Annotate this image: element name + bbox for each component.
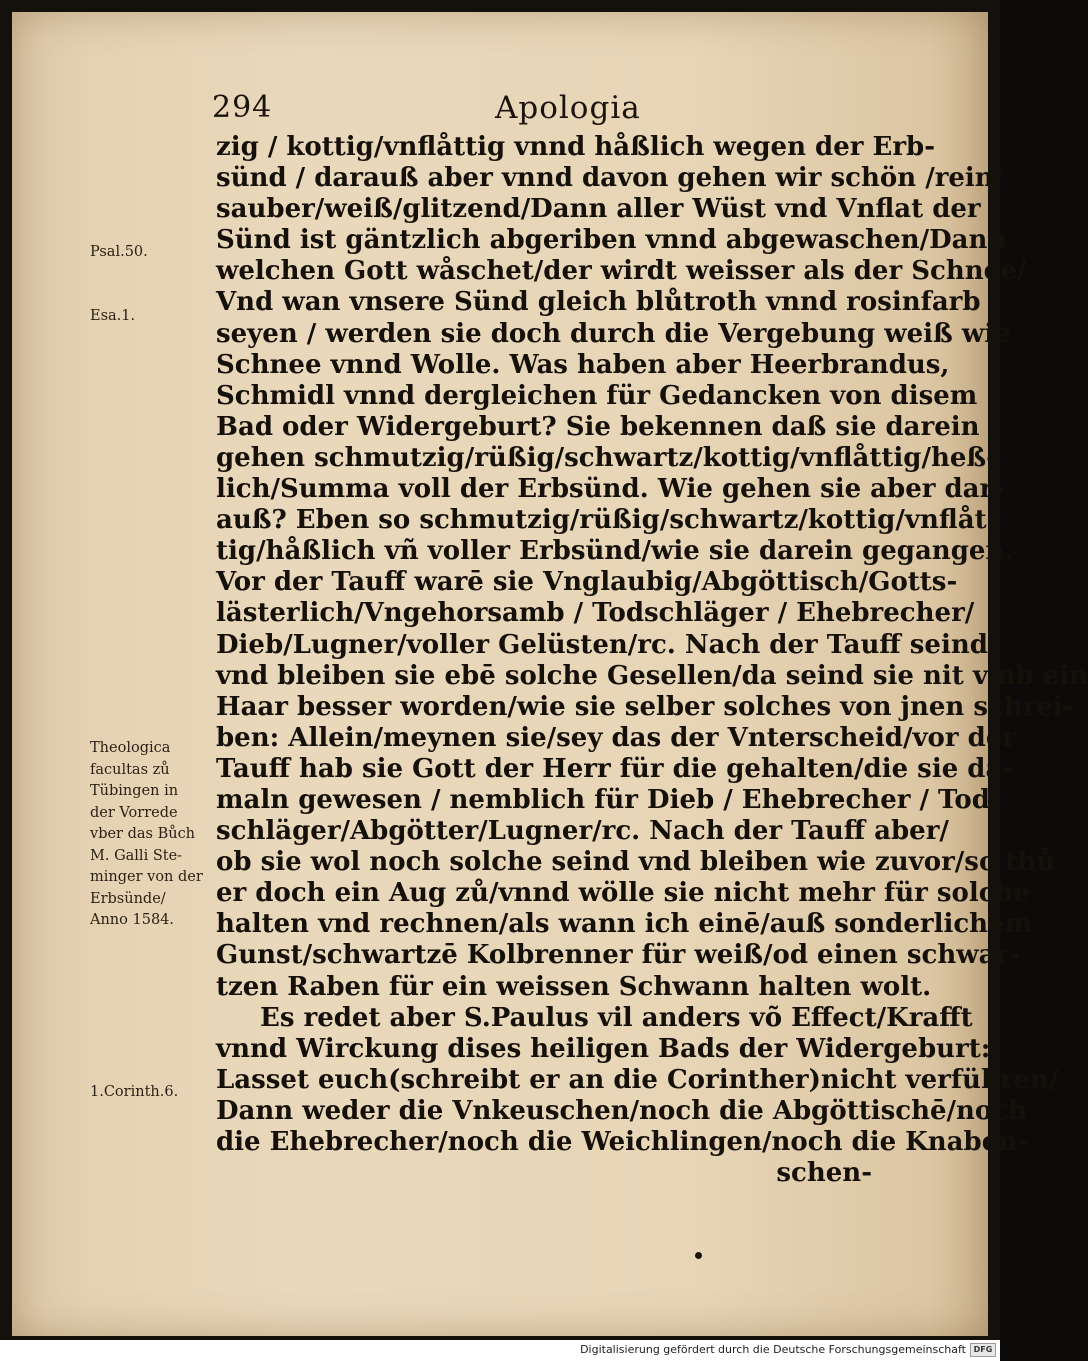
dfg-logo-icon: DFG [970,1343,996,1357]
text-line: halten vnd rechnen/als wann ich einē/auß sonderlichem [216,909,1033,940]
text-line: Schnee vnnd Wolle. Was haben aber Heerbrandus, [216,349,950,380]
text-line: tig/håßlich vñ voller Erbsünd/wie sie darein gegangen. [216,536,1014,567]
margin-note-line: facultas zů [90,761,170,778]
margin-note-psalm: Psal.50. [90,244,148,260]
text-line: sauber/weiß/glitzend/Dann aller Wüst vnd Vnflat der [216,194,981,225]
text-line: gehen schmutzig/rüßig/schwartz/kottig/vnflåttig/heß- [216,442,997,473]
margin-note-line: minger von der [90,869,203,885]
text-line: sünd / darauß aber vnnd davon gehen wir schön /rein/ [216,163,1004,194]
text-line: vnd bleiben sie ebē solche Gesellen/da seind sie nit vmb ein [216,660,1088,691]
catchword: schen- [776,1158,872,1189]
text-line: Haar besser worden/wie sie selber solches von jnen schrei- [216,691,1074,722]
page-header [12,90,988,130]
text-line: lästerlich/Vngehorsamb / Todschläger / Ehebrecher/ [216,598,975,629]
text-line: Sünd ist gäntzlich abgeriben vnnd abgewaschen/Dann [216,225,1007,256]
text-line: Lasset euch(schreibt er an die Corinther)nicht verführen/ [216,1064,1059,1095]
text-line: lich/Summa voll der Erbsünd. Wie gehen sie aber dar- [216,474,1005,505]
text-line: Dann weder die Vnkeuschen/noch die Abgöttischē/noch [216,1095,1027,1126]
footer-bar [0,1340,1000,1361]
book-page [12,12,1088,1336]
text-line: Gunst/schwartzē Kolbrenner für weiß/od einen schwar- [216,940,1020,971]
text-line: Tauff hab sie Gott der Herr für die gehalten/die sie da- [216,753,1014,784]
text-line: schläger/Abgötter/Lugner/rc. Nach der Tauff aber/ [216,816,949,847]
text-line: Vor der Tauff warē sie Vnglaubig/Abgöttisch/Gotts- [216,567,958,598]
text-line: zig / kottig/vnflåttig vnnd håßlich wegen der Erb- [216,132,935,162]
margin-note-theologica [90,738,220,932]
text-line: Bad oder Widergeburt? Sie bekennen daß sie darein [216,411,980,442]
text-line: Dieb/Lugner/voller Gelüsten/rc. Nach der Tauff seind [216,629,988,660]
margin-note-line: Erbsünde/ [90,890,166,907]
body-text [216,132,1088,1189]
text-line: Vnd wan vnsere Sünd gleich blůtroth vnnd rosinfarb [216,287,981,318]
margin-note-line: M. Galli Ste- [90,847,183,864]
text-line: seyen / werden sie doch durch die Vergebung weiß wie [216,318,1011,349]
margin-note-isaiah: Esa.1. [90,308,136,324]
margin-note-line: der Vorrede [90,804,178,821]
text-line: maln gewesen / nemblich für Dieb / Ehebrecher / Tod- [216,784,1001,815]
margin-note-line: Tübingen in [90,783,179,799]
margin-note-line: vber das Bůch [90,826,196,842]
text-line: die Ehebrecher/noch die Weichlingen/noch die Knaben- [216,1127,1028,1157]
text-line: auß? Eben so schmutzig/rüßig/schwartz/kottig/vnflåt- [216,505,998,536]
text-line: welchen Gott wåschet/der wirdt weisser als der Schnee/ [216,256,1027,287]
margin-note-line: Anno 1584. [90,912,174,928]
margin-note-line: Theologica [90,740,171,756]
text-line: Schmidl vnnd dergleichen für Gedancken von disem [216,380,978,411]
text-line: tzen Raben für ein weissen Schwann halten wolt. [216,971,932,1002]
text-line: er doch ein Aug zů/vnnd wölle sie nicht mehr für solche [216,878,1031,909]
text-line: Es redet aber S.Paulus vil anders võ Effect/Krafft [260,1002,973,1033]
ink-mark [695,1252,702,1259]
text-line: vnnd Wirckung dises heiligen Bads der Widergeburt: [216,1033,991,1064]
page-number: 294 [212,90,273,125]
text-line: ben: Allein/meynen sie/sey das der Vnterscheid/vor der [216,722,1017,753]
text-line: ob sie wol noch solche seind vnd bleiben wie zuvor/so thů [216,847,1056,878]
margin-note-corinthians: 1.Corinth.6. [90,1084,179,1100]
running-title: Apologia [495,90,641,126]
footer-credit: Digitalisierung gefördert durch die Deutsche Forschungsgemeinschaft [580,1343,966,1356]
